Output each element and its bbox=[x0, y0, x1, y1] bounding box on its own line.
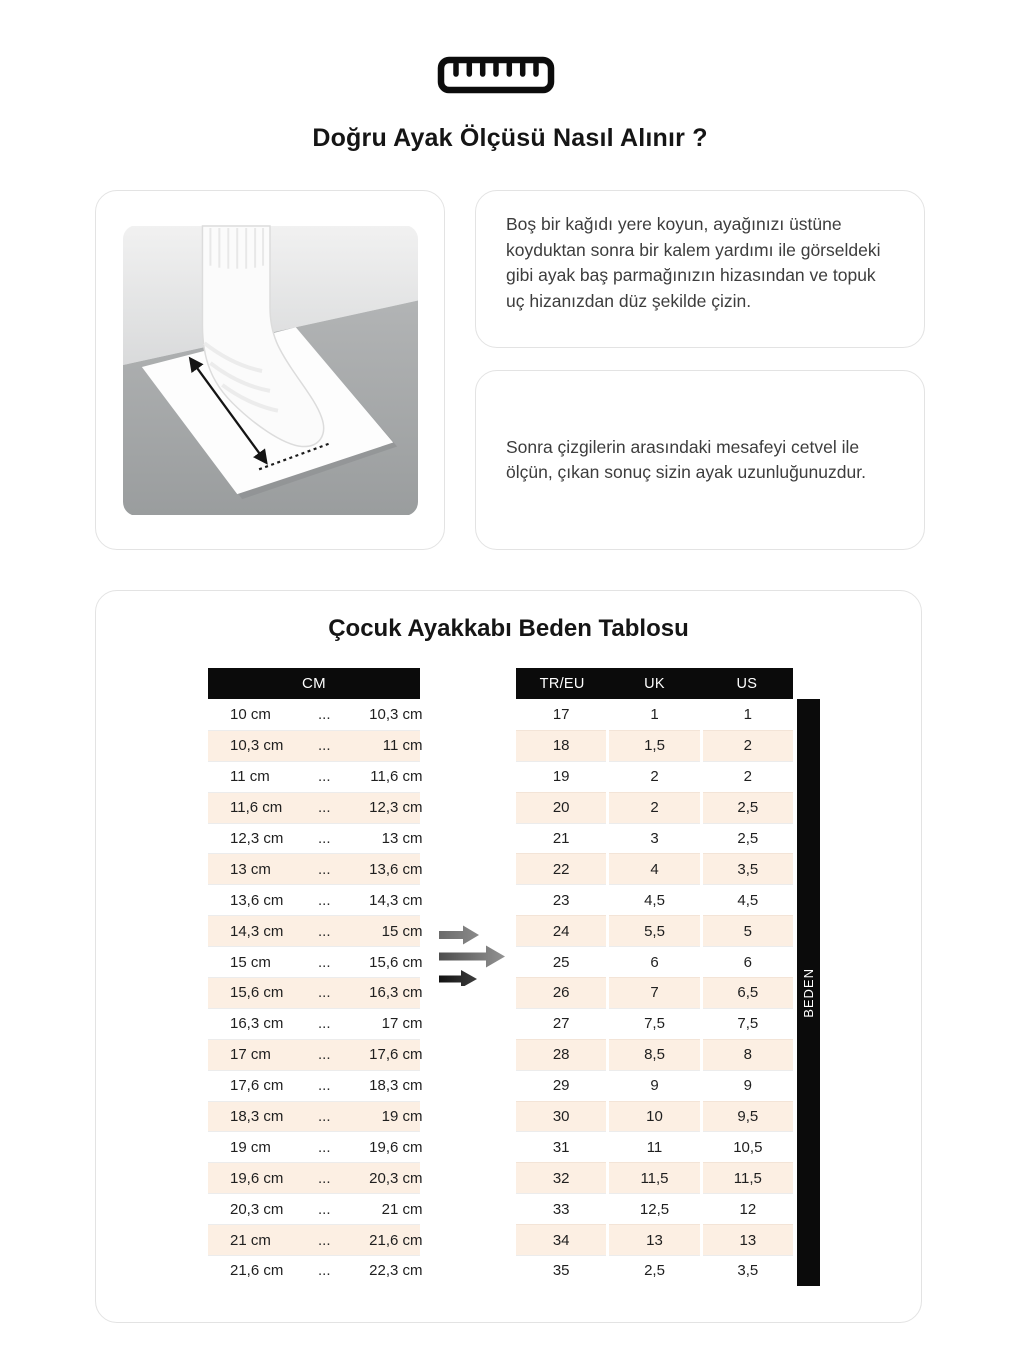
cm-table-row bbox=[208, 1224, 423, 1255]
size-cell: 18 bbox=[516, 730, 606, 761]
cm-cell-from: 14,3 cm bbox=[230, 922, 284, 940]
cm-cell-to: 15 cm bbox=[381, 922, 423, 940]
size-cell: 11,5 bbox=[609, 1162, 699, 1193]
cm-cell-dots: ... bbox=[318, 953, 331, 971]
cm-cell-dots: ... bbox=[318, 737, 331, 755]
cm-cell-to: 19 cm bbox=[381, 1108, 423, 1126]
cm-table-row bbox=[208, 1255, 423, 1286]
cm-table bbox=[208, 668, 423, 1286]
size-table-row bbox=[516, 977, 793, 1008]
size-cell: 35 bbox=[516, 1255, 606, 1286]
cm-cell-from: 16,3 cm bbox=[230, 1015, 284, 1033]
cm-cell-to: 21 cm bbox=[381, 1200, 423, 1218]
cm-cell-dots: ... bbox=[318, 705, 331, 723]
size-cell: 2 bbox=[703, 730, 793, 761]
size-cell: 11 bbox=[609, 1131, 699, 1162]
size-chart-card bbox=[95, 590, 922, 1323]
cm-table-row bbox=[208, 761, 423, 792]
size-table-row bbox=[516, 1008, 793, 1039]
cm-table-row bbox=[208, 730, 423, 761]
cm-table-row bbox=[208, 915, 423, 946]
cm-cell-dots: ... bbox=[318, 1138, 331, 1156]
size-table-row bbox=[516, 1193, 793, 1224]
size-chart-title: Çocuk Ayakkabı Beden Tablosu bbox=[328, 615, 689, 642]
cm-cell-to: 18,3 cm bbox=[369, 1077, 423, 1095]
size-cell: 6 bbox=[609, 946, 699, 977]
size-table-row bbox=[516, 699, 793, 730]
size-cell: 7 bbox=[609, 977, 699, 1008]
size-cell: 13 bbox=[703, 1224, 793, 1255]
cm-table-row bbox=[208, 977, 423, 1008]
size-cell: 9 bbox=[703, 1070, 793, 1101]
size-table-row bbox=[516, 853, 793, 884]
size-cell: 5,5 bbox=[609, 915, 699, 946]
cm-cell-from: 15 cm bbox=[230, 953, 271, 971]
size-cell: 28 bbox=[516, 1039, 606, 1070]
cm-cell-from: 17 cm bbox=[230, 1046, 271, 1064]
size-cell: 22 bbox=[516, 853, 606, 884]
size-table-row bbox=[516, 730, 793, 761]
cm-cell-from: 10 cm bbox=[230, 705, 271, 723]
cm-table-row bbox=[208, 1193, 423, 1224]
size-table-header-uk: UK bbox=[644, 675, 665, 692]
cm-table-row bbox=[208, 946, 423, 977]
size-table-row bbox=[516, 792, 793, 823]
size-cell: 23 bbox=[516, 884, 606, 915]
foot-measurement-photo bbox=[123, 225, 418, 516]
cm-cell-dots: ... bbox=[318, 1262, 331, 1280]
size-table-row bbox=[516, 823, 793, 854]
ruler-icon bbox=[437, 56, 555, 94]
size-table-row bbox=[516, 1224, 793, 1255]
cm-table-row bbox=[208, 1131, 423, 1162]
size-cell: 3,5 bbox=[703, 1255, 793, 1286]
cm-table-row bbox=[208, 699, 423, 730]
cm-cell-to: 10,3 cm bbox=[369, 705, 423, 723]
cm-cell-from: 15,6 cm bbox=[230, 984, 284, 1002]
beden-bar bbox=[797, 699, 820, 1286]
size-cell: 1 bbox=[609, 699, 699, 730]
size-table-row bbox=[516, 1101, 793, 1132]
size-cell: 13 bbox=[609, 1224, 699, 1255]
cm-cell-dots: ... bbox=[318, 860, 331, 878]
size-table-header-us: US bbox=[736, 675, 758, 692]
size-table-row bbox=[516, 1255, 793, 1286]
size-cell: 30 bbox=[516, 1101, 606, 1132]
cm-cell-dots: ... bbox=[318, 891, 331, 909]
size-cell: 4 bbox=[609, 853, 699, 884]
cm-cell-from: 11,6 cm bbox=[230, 799, 283, 817]
cm-cell-dots: ... bbox=[318, 768, 331, 786]
instruction-step1-text: Boş bir kağıdı yere koyun, ayağınızı üstüne koyduktan sonra bir kalem yardımı ile görseldeki gibi ayak baş parmağınızın hizasından ve topuk uç hizanızdan düz şekilde çizin. bbox=[506, 214, 881, 311]
size-cell: 8 bbox=[703, 1039, 793, 1070]
size-cell: 10 bbox=[609, 1101, 699, 1132]
cm-table-body bbox=[208, 699, 423, 1286]
cm-table-row bbox=[208, 1070, 423, 1101]
size-cell: 2 bbox=[703, 761, 793, 792]
size-cell: 4,5 bbox=[703, 884, 793, 915]
convert-arrows-icon bbox=[438, 924, 506, 986]
cm-cell-dots: ... bbox=[318, 1200, 331, 1218]
instruction-card-2 bbox=[475, 370, 925, 550]
size-cell: 27 bbox=[516, 1008, 606, 1039]
cm-cell-dots: ... bbox=[318, 922, 331, 940]
size-cell: 3 bbox=[609, 823, 699, 854]
cm-cell-from: 21 cm bbox=[230, 1231, 271, 1249]
size-cell: 31 bbox=[516, 1131, 606, 1162]
size-table-header bbox=[516, 668, 793, 699]
cm-cell-dots: ... bbox=[318, 1015, 331, 1033]
size-cell: 34 bbox=[516, 1224, 606, 1255]
instruction-card-1 bbox=[475, 190, 925, 348]
cm-cell-to: 11 cm bbox=[382, 737, 423, 755]
size-table-row bbox=[516, 1131, 793, 1162]
cm-table-row bbox=[208, 792, 423, 823]
cm-cell-to: 20,3 cm bbox=[369, 1169, 423, 1187]
size-cell: 7,5 bbox=[609, 1008, 699, 1039]
cm-cell-from: 20,3 cm bbox=[230, 1200, 284, 1218]
cm-cell-to: 16,3 cm bbox=[369, 984, 423, 1002]
cm-cell-to: 14,3 cm bbox=[369, 891, 423, 909]
cm-cell-to: 17 cm bbox=[381, 1015, 423, 1033]
size-table-row bbox=[516, 1162, 793, 1193]
cm-cell-from: 19 cm bbox=[230, 1138, 271, 1156]
size-table-row bbox=[516, 884, 793, 915]
size-table-row bbox=[516, 761, 793, 792]
cm-cell-to: 17,6 cm bbox=[369, 1046, 423, 1064]
cm-cell-dots: ... bbox=[318, 1169, 331, 1187]
cm-table-row bbox=[208, 1008, 423, 1039]
cm-cell-from: 11 cm bbox=[230, 768, 270, 786]
cm-cell-dots: ... bbox=[318, 830, 331, 847]
cm-cell-from: 10,3 cm bbox=[230, 737, 284, 755]
cm-cell-dots: ... bbox=[318, 1231, 331, 1249]
cm-table-row bbox=[208, 1101, 423, 1132]
size-cell: 12,5 bbox=[609, 1193, 699, 1224]
size-table-row bbox=[516, 1070, 793, 1101]
size-table-header-treu: TR/EU bbox=[539, 675, 585, 692]
size-cell: 26 bbox=[516, 977, 606, 1008]
cm-table-row bbox=[208, 853, 423, 884]
size-cell: 11,5 bbox=[703, 1162, 793, 1193]
size-cell: 6 bbox=[703, 946, 793, 977]
size-cell: 9 bbox=[609, 1070, 699, 1101]
size-cell: 1 bbox=[703, 699, 793, 730]
size-cell: 20 bbox=[516, 792, 606, 823]
size-cell: 7,5 bbox=[703, 1008, 793, 1039]
size-cell: 8,5 bbox=[609, 1039, 699, 1070]
cm-cell-dots: ... bbox=[318, 984, 331, 1002]
size-table-row bbox=[516, 1039, 793, 1070]
size-cell: 33 bbox=[516, 1193, 606, 1224]
size-cell: 5 bbox=[703, 915, 793, 946]
cm-cell-to: 22,3 cm bbox=[369, 1262, 423, 1280]
instruction-step2-text: Sonra çizgilerin arasındaki mesafeyi cetvel ile ölçün, çıkan sonuç sizin ayak uzunluğunuzdur. bbox=[506, 436, 866, 482]
size-cell: 12 bbox=[703, 1193, 793, 1224]
size-cell: 10,5 bbox=[703, 1131, 793, 1162]
cm-cell-from: 21,6 cm bbox=[230, 1262, 284, 1280]
cm-cell-to: 13,6 cm bbox=[369, 860, 423, 878]
size-table bbox=[516, 668, 793, 1286]
cm-cell-to: 21,6 cm bbox=[369, 1231, 423, 1249]
cm-table-row bbox=[208, 1039, 423, 1070]
size-cell: 19 bbox=[516, 761, 606, 792]
size-cell: 1,5 bbox=[609, 730, 699, 761]
cm-cell-to: 11,6 cm bbox=[370, 768, 423, 786]
cm-cell-dots: ... bbox=[318, 1077, 331, 1095]
size-cell: 29 bbox=[516, 1070, 606, 1101]
cm-cell-dots: ... bbox=[318, 1108, 331, 1126]
size-cell: 2 bbox=[609, 792, 699, 823]
size-cell: 32 bbox=[516, 1162, 606, 1193]
beden-label: BEDEN bbox=[801, 967, 816, 1018]
size-cell: 9,5 bbox=[703, 1101, 793, 1132]
cm-cell-from: 12,3 cm bbox=[230, 830, 284, 847]
size-cell: 3,5 bbox=[703, 853, 793, 884]
cm-table-row bbox=[208, 884, 423, 915]
size-cell: 2,5 bbox=[703, 823, 793, 854]
size-cell: 21 bbox=[516, 823, 606, 854]
page-title: Doğru Ayak Ölçüsü Nasıl Alınır ? bbox=[312, 124, 708, 152]
cm-table-header: CM bbox=[208, 668, 420, 699]
cm-cell-to: 15,6 cm bbox=[369, 953, 423, 971]
size-cell: 2 bbox=[609, 761, 699, 792]
cm-cell-from: 13 cm bbox=[230, 860, 271, 878]
size-table-body bbox=[516, 699, 793, 1286]
size-cell: 4,5 bbox=[609, 884, 699, 915]
measurement-photo-card bbox=[95, 190, 445, 550]
cm-cell-from: 13,6 cm bbox=[230, 891, 284, 909]
cm-cell-from: 19,6 cm bbox=[230, 1169, 284, 1187]
size-table-row bbox=[516, 915, 793, 946]
size-table-row bbox=[516, 946, 793, 977]
cm-cell-dots: ... bbox=[318, 799, 331, 817]
cm-cell-dots: ... bbox=[318, 1046, 331, 1064]
cm-cell-to: 13 cm bbox=[381, 830, 423, 847]
size-cell: 24 bbox=[516, 915, 606, 946]
cm-cell-to: 12,3 cm bbox=[369, 799, 423, 817]
size-cell: 6,5 bbox=[703, 977, 793, 1008]
size-cell: 17 bbox=[516, 699, 606, 730]
size-cell: 2,5 bbox=[703, 792, 793, 823]
size-cell: 2,5 bbox=[609, 1255, 699, 1286]
cm-cell-from: 17,6 cm bbox=[230, 1077, 284, 1095]
cm-table-row bbox=[208, 1162, 423, 1193]
cm-cell-from: 18,3 cm bbox=[230, 1108, 284, 1126]
size-cell: 25 bbox=[516, 946, 606, 977]
cm-cell-to: 19,6 cm bbox=[369, 1138, 423, 1156]
cm-table-row bbox=[208, 823, 423, 854]
